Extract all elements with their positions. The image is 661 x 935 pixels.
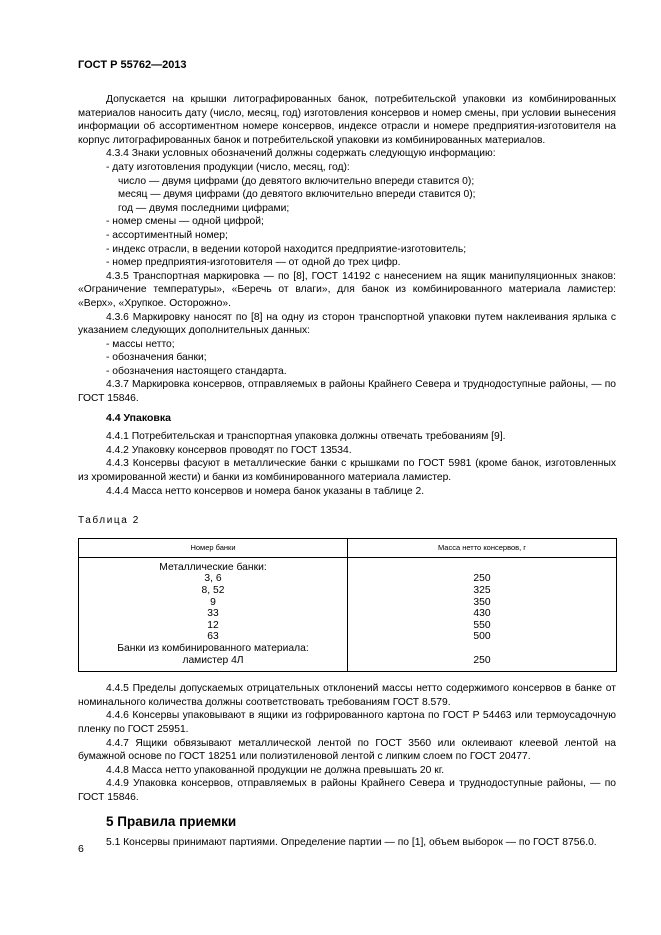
section-heading-5: 5 Правила приемки xyxy=(106,813,237,829)
table-caption: Таблица 2 xyxy=(78,515,140,527)
clause-5-1: 5.1 Консервы принимают партиями. Определение партии — по [1], объем выборок — по ГОСТ 8756.0. xyxy=(106,837,597,849)
can-number: 8, 52 xyxy=(201,585,225,596)
group-label: Металлические банки: xyxy=(159,561,267,573)
net-mass: 430 xyxy=(473,608,491,620)
document-header: ГОСТ Р 55762—2013 xyxy=(78,59,187,71)
clause-4-3-7: 4.3.7 Маркировка консервов, отправляемых в районы Крайнего Севера и труднодоступные районы, — по ГОСТ 15846. xyxy=(78,379,616,405)
list-item: - обозначения настоящего стандарта. xyxy=(106,365,287,377)
paragraph: Допускается на крышки литографированных банок, потребительской упаковки из комбинированных материалов наносить дату (число, месяц, год) изготовления консервов и номер смены, при условии вынесения информации об ассортиментном номере консервов, индексе отрасли и номере предприятия-изготовителя на корпус литографированных банок и потребительской упаковки из комбинированных материалов. xyxy=(78,94,616,146)
list-item: - массы нетто; xyxy=(106,338,175,350)
table-row xyxy=(79,557,617,671)
net-mass: 550 xyxy=(473,619,491,631)
clause-4-4-1: 4.4.1 Потребительская и транспортная упаковка должны отвечать требованиям [9]. xyxy=(106,431,506,443)
can-number: ламистер 4Л xyxy=(182,654,244,666)
sub-list-item: год — двумя последними цифрами; xyxy=(118,202,290,214)
net-mass: 250 xyxy=(473,573,491,585)
sub-list-item: месяц — двумя цифрами (до девятого включительно впереди ставится 0); xyxy=(118,189,476,201)
can-number: 63 xyxy=(207,631,219,643)
net-mass: 250 xyxy=(473,654,491,666)
sub-list-item: число — двумя цифрами (до девятого включительно впереди ставится 0); xyxy=(118,175,475,187)
net-mass: 350 xyxy=(473,596,491,608)
can-number-cell xyxy=(79,557,348,671)
clause-4-4-7: 4.4.7 Ящики обвязывают металлической лентой по ГОСТ 3560 или оклеивают клеевой лентой на бумажной основе по ГОСТ 18251 или полиэтиленовой лентой с липким слоем по ГОСТ 20477. xyxy=(78,737,616,763)
group-label: Банки из комбинированного материала: xyxy=(117,642,309,654)
column-header-can-number: Номер банки xyxy=(79,538,348,557)
clause-4-4-6: 4.4.6 Консервы упаковывают в ящики из гофрированного картона по ГОСТ Р 54463 или термоусадочную пленку по ГОСТ 25951. xyxy=(78,710,616,735)
list-item: - индекс отрасли, в ведении которой находится предприятие-изготовитель; xyxy=(106,243,467,255)
clause-4-4-5: 4.4.5 Пределы допускаемых отрицательных отклонений массы нетто содержимого консервов в банке от номинального количества должны соответствовать требованиям ГОСТ 8.579. xyxy=(78,683,616,708)
clause-4-4-4: 4.4.4 Масса нетто консервов и номера банок указаны в таблице 2. xyxy=(106,485,425,497)
can-number: 33 xyxy=(207,608,219,620)
list-item: - ассортиментный номер; xyxy=(106,229,228,241)
net-mass-cell xyxy=(348,557,617,671)
clause-4-3-6: 4.3.6 Маркировку наносят по [8] на одну из сторон транспортной упаковки путем наклеивания ярлыка с указанием следующих дополнительных данных: xyxy=(78,311,616,337)
mass-table xyxy=(78,538,617,672)
net-mass: 325 xyxy=(473,585,491,596)
page-number: 6 xyxy=(78,843,84,855)
clause-4-4-3: 4.4.3 Консервы фасуют в металлические банки с крышками по ГОСТ 5981 (кроме банок, изготовленных из хромированной жести) и банки из комбинированного материала ламистер. xyxy=(78,458,616,484)
section-heading-4-4: 4.4 Упаковка xyxy=(106,411,171,424)
column-header-net-mass: Масса нетто консервов, г xyxy=(348,538,617,557)
can-number: 3, 6 xyxy=(204,573,222,585)
list-item: - номер смены — одной цифрой; xyxy=(106,216,264,228)
clause-4-3-5: 4.3.5 Транспортная маркировка — по [8], ГОСТ 14192 с нанесением на ящик манипуляционных знаков: «Ограничение температуры», «Беречь от влаги», для банок из комбинированного материала ламистер: «Верх», «Хрупкое. Осторожно». xyxy=(78,270,616,309)
table-header-row xyxy=(79,538,617,557)
clause-4-4-2: 4.4.2 Упаковку консервов проводят по ГОСТ 13534. xyxy=(106,444,352,456)
clause-4-3-4: 4.3.4 Знаки условных обозначений должны содержать следующую информацию: xyxy=(106,148,496,160)
can-number: 12 xyxy=(207,619,219,631)
document-body xyxy=(78,93,616,850)
list-item: - дату изготовления продукции (число, месяц, год): xyxy=(106,161,350,173)
list-item: - номер предприятия-изготовителя — от одной до трех цифр. xyxy=(106,257,401,269)
net-mass: 500 xyxy=(473,631,491,643)
clause-4-4-9: 4.4.9 Упаковка консервов, отправляемых в районы Крайнего Севера и труднодоступные районы, — по ГОСТ 15846. xyxy=(78,778,616,803)
can-number: 9 xyxy=(210,596,216,608)
clause-4-4-8: 4.4.8 Масса нетто упакованной продукции не должна превышать 20 кг. xyxy=(106,764,445,776)
list-item: - обозначения банки; xyxy=(106,352,207,364)
